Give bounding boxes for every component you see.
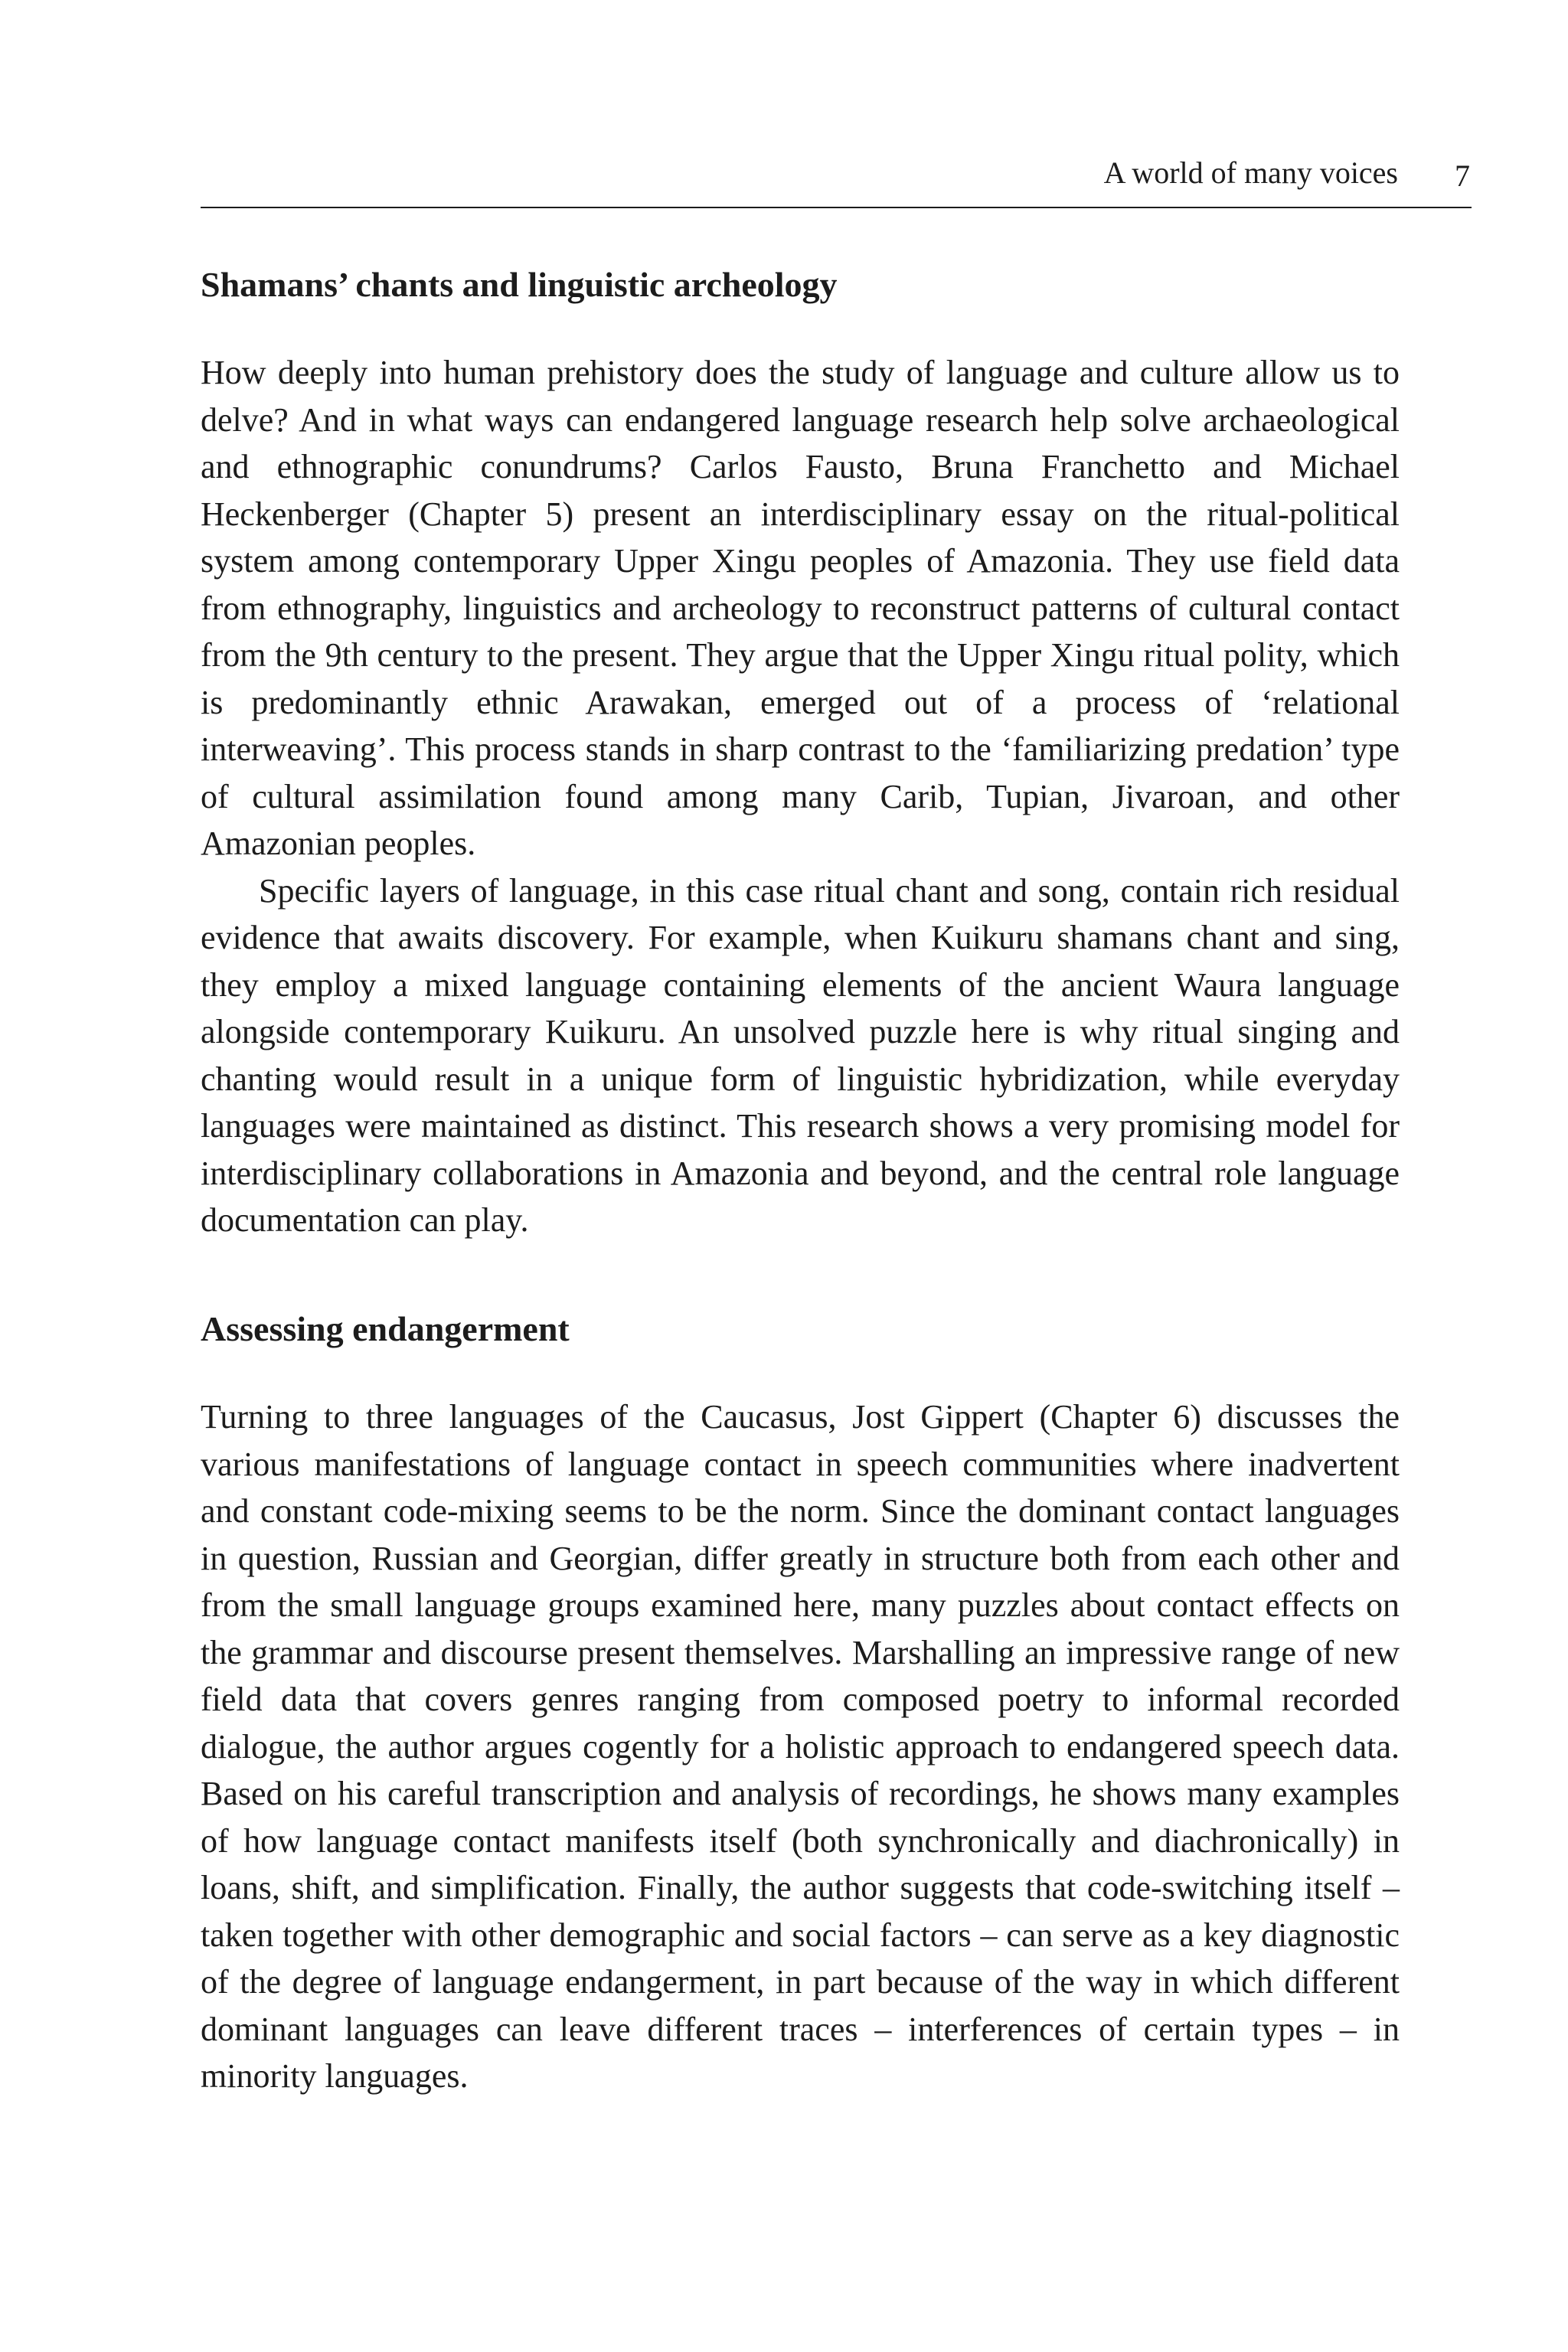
section-heading: Assessing endangerment (201, 1309, 570, 1348)
running-header (201, 150, 1472, 208)
section-shamans-chants (201, 261, 1400, 1244)
body-paragraph: How deeply into human prehistory does the study of language and culture allow us to delve? And in what ways can endangered language research help solve archaeological and ethnographic conundrums? Carlos Fausto, Bruna Franchetto and Michael Heckenberger (Chapter 5) present an interdisciplinary essay on the ritual-political system among contemporary Upper Xingu peoples of Amazonia. They use field data from ethnography, linguistics and archeology to reconstruct patterns of cultural contact from the 9th century to the present. They argue that the Upper Xingu ritual polity, which is predominantly ethnic Arawakan, emerged out of a process of ‘relational interweaving’. This process stands in sharp contrast to the ‘familiarizing predation’ type of cultural assimilation found among many Carib, Tupian, Jivaroan, and other Amazonian peoples. (201, 354, 1400, 862)
body-paragraph: Specific layers of language, in this case ritual chant and song, contain rich residual evidence that awaits discovery. For example, when Kuikuru shamans chant and sing, they employ a mixed language containing elements of the ancient Waura language alongside contemporary Kuikuru. An unsolved puzzle here is why ritual singing and chanting would result in a unique form of linguistic hybridization, while everyday languages were maintained as distinct. This research shows a very promising model for interdisciplinary collaborations in Amazonia and beyond, and the central role language documentation can play. (201, 871, 1400, 1239)
page-number: 7 (1455, 158, 1470, 193)
section-assessing-endangerment (201, 1305, 1400, 2100)
body-paragraph: Turning to three languages of the Caucasus, Jost Gippert (Chapter 6) discusses the various manifestations of language contact in speech communities where inadvertent and constant code-mixing seems to be the norm. Since the dominant contact languages in question, Russian and Georgian, differ greatly in structure both from each other and from the small language groups examined here, many puzzles about contact effects on the grammar and discourse present themselves. Marshalling an impressive range of new field data that covers genres ranging from composed poetry to informal recorded dialogue, the author argues cogently for a holistic approach to endangered speech data. Based on his careful transcription and analysis of recordings, he shows many examples of how language contact manifests itself (both synchronically and diachronically) in loans, shift, and simplification. Finally, the author suggests that code-switching itself – taken together with other demographic and social factors – can serve as a key diagnostic of the degree of language endangerment, in part because of the way in which different dominant languages can leave different traces – interferences of certain types – in minority languages. (201, 1398, 1400, 2095)
running-title: A world of many voices (1103, 155, 1398, 190)
section-heading: Shamans’ chants and linguistic archeology (201, 265, 838, 304)
